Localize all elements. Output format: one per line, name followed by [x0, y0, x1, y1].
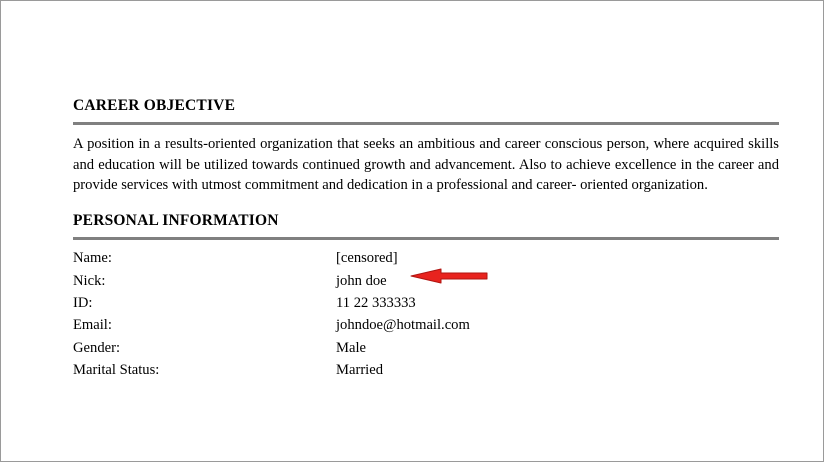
- section-career-objective: [73, 97, 779, 196]
- info-value: john doe: [336, 272, 387, 289]
- info-value: Married: [336, 362, 384, 379]
- document-content: [73, 97, 779, 384]
- info-label: Gender:: [73, 339, 121, 356]
- section-heading-career-objective: CAREER OBJECTIVE: [73, 97, 236, 114]
- info-value: 11 22 333333: [336, 294, 416, 311]
- info-value: Male: [336, 339, 366, 356]
- section-spacer: [73, 196, 779, 212]
- info-label: ID:: [73, 294, 93, 311]
- table-row: [73, 316, 636, 338]
- personal-information-table: [73, 249, 636, 383]
- info-value: johndoe@hotmail.com: [336, 317, 470, 334]
- section-personal-information: [73, 212, 779, 383]
- section-heading-personal-information: PERSONAL INFORMATION: [73, 212, 279, 230]
- info-label: Marital Status:: [73, 362, 160, 379]
- info-value: [censored]: [336, 250, 398, 267]
- career-objective-paragraph: A position in a results-oriented organization that seeks an ambitious and career conscious person, where acquired skills and education will be utilized towards continued growth and advancement. Also to achieve excellence in the career and provide services with utmost commitment and dedication in a professional and career- oriented organization.: [73, 136, 779, 194]
- info-label: Name:: [73, 250, 112, 267]
- table-row: [73, 361, 636, 383]
- info-label: Nick:: [73, 272, 106, 289]
- heading-divider: [73, 122, 779, 125]
- heading-divider: [73, 237, 779, 240]
- info-label: Email:: [73, 317, 112, 334]
- table-row: [73, 339, 636, 361]
- table-row: [73, 294, 636, 316]
- table-row: [73, 249, 636, 271]
- table-row: [73, 272, 636, 294]
